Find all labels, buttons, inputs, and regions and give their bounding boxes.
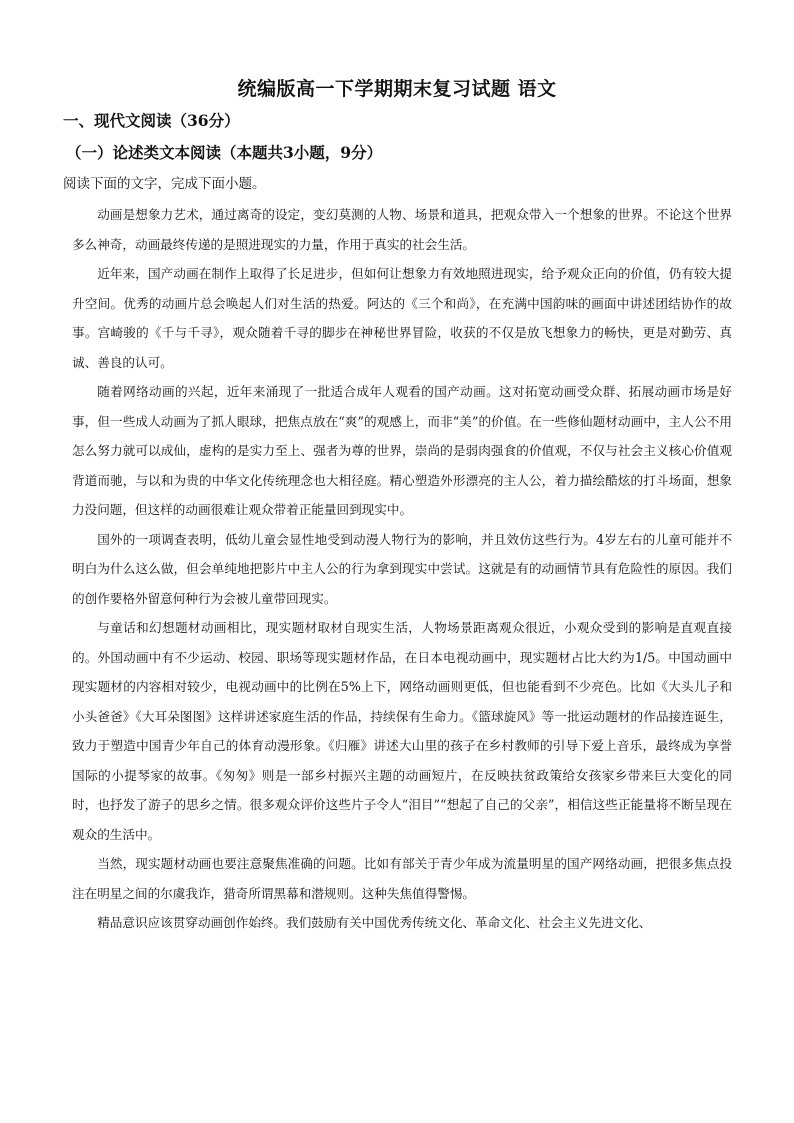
paragraph: 当然，现实题材动画也要注意聚焦准确的问题。比如有部关于青少年成为流量明星的国产网络动画，把很多焦点投注在明星之间的尔虞我诈，猎奇所谓黑幕和潜规则。这种失焦值得警惕。 — [72, 856, 732, 901]
reading-instruction: 阅读下面的文字，完成下面小题。 — [63, 176, 266, 192]
article-body — [72, 200, 732, 938]
subsection-heading: （一）论述类文本阅读（本题共3小题，9分） — [66, 143, 383, 162]
paragraph: 近年来，国产动画在制作上取得了长足进步，但如何让想象力有效地照进现实，给予观众正向的价值，仍有较大提升空间。优秀的动画片总会唤起人们对生活的热爱。阿达的《三个和尚》，在充满中国韵味的画面中讲述团结协作的故事。宫崎骏的《千与千寻》，观众随着千寻的脚步在神秘世界冒险，收获的不仅是放飞想象力的畅快，更是对勤劳、真诚、善良的认可。 — [72, 266, 732, 370]
paragraph: 与童话和幻想题材动画相比，现实题材取材自现实生活，人物场景距离观众很近，小观众受到的影响是直观直接的。外国动画中有不少运动、校园、职场等现实题材作品，在日本电视动画中，现实题材占比大约为1/5。中国动画中现实题材的内容相对较少，电视动画中的比例在5%上下，网络动画则更低，但也能看到不少亮色。比如《大头儿子和小头爸爸》《大耳朵图图》这样讲述家庭生活的作品，持续保有生命力。《篮球旋风》等一批运动题材的作品接连诞生，致力于塑造中国青少年自己的体育动漫形象。《归雁》讲述大山里的孩子在乡村教师的引导下爱上音乐，最终成为享誉国际的小提琴家的故事。《匆匆》则是一部乡村振兴主题的动画短片，在反映扶贫政策给女孩家乡带来巨大变化的同时，也抒发了游子的思乡之情。很多观众评价这些片子令人“泪目”“想起了自己的父亲”，相信这些正能量将不断呈现在观众的生活中。 — [72, 620, 732, 842]
paragraph: 国外的一项调查表明，低幼儿童会显性地受到动漫人物行为的影响，并且效仿这些行为。4岁左右的儿童可能并不明白为什么这么做，但会单纯地把影片中主人公的行为拿到现实中尝试。这就是有的动画情节具有危险性的原因。我们的创作要格外留意何种行为会被儿童带回现实。 — [72, 531, 732, 606]
paragraph: 动画是想象力艺术，通过离奇的设定，变幻莫测的人物、场景和道具，把观众带入一个想象的世界。不论这个世界多么神奇，动画最终传递的是照进现实的力量，作用于真实的社会生活。 — [72, 207, 732, 252]
section-heading: 一、现代文阅读（36分） — [63, 111, 240, 130]
paragraph: 随着网络动画的兴起，近年来涌现了一批适合成年人观看的国产动画。这对拓宽动画受众群、拓展动画市场是好事，但一些成人动画为了抓人眼球，把焦点放在“爽”的观感上，而非“美”的价值。在一些修仙题材动画中，主人公不用怎么努力就可以成仙，虚构的是实力至上、强者为尊的世界，崇尚的是弱肉强食的价值观，不仅与社会主义核心价值观背道而驰，与以和为贵的中华文化传统理念也大相径庭。精心塑造外形漂亮的主人公，着力描绘酷炫的打斗场面，想象力没问题，但这样的动画很难让观众带着正能量回到现实中。 — [72, 384, 732, 517]
document-title: 统编版高一下学期期末复习试题 语文 — [237, 78, 557, 100]
paragraph: 精品意识应该贯穿动画创作始终。我们鼓励有关中国优秀传统文化、革命文化、社会主义先进文化、 — [97, 915, 652, 930]
